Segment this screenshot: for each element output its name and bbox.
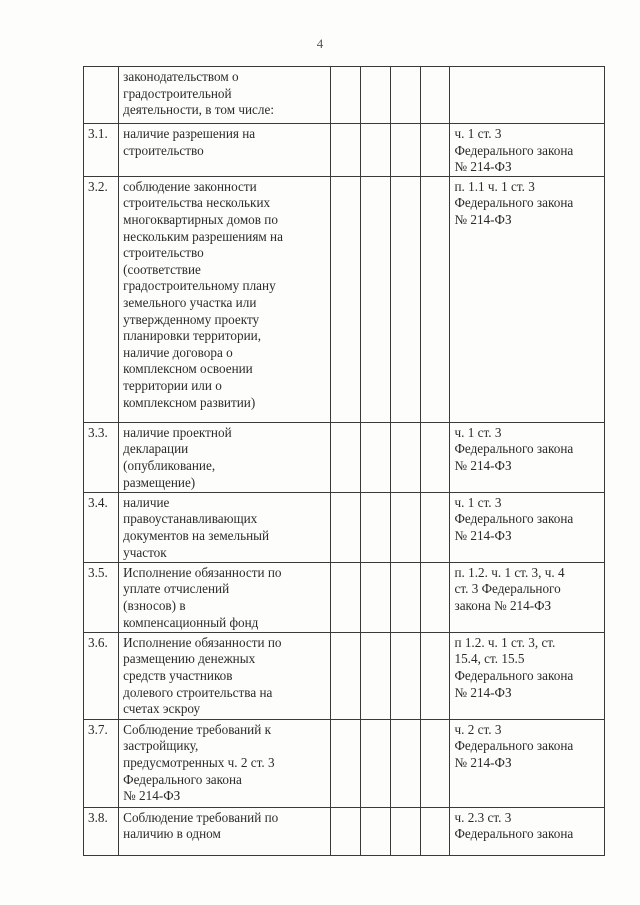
- legal-reference: п. 1.2. ч. 1 ст. 3, ч. 4 ст. 3 Федерального закона № 214-ФЗ: [450, 562, 605, 632]
- legal-reference: ч. 1 ст. 3 Федерального закона № 214-ФЗ: [450, 422, 605, 492]
- row-number: 3.7.: [84, 719, 119, 807]
- empty-cell: [331, 719, 361, 807]
- empty-cell: [420, 176, 450, 422]
- legal-reference: ч. 2.3 ст. 3 Федерального закона: [450, 807, 605, 855]
- legal-reference: п. 1.1 ч. 1 ст. 3 Федерального закона № 214-ФЗ: [450, 176, 605, 422]
- row-number: [84, 67, 119, 124]
- empty-cell: [331, 67, 361, 124]
- table-row: [84, 807, 605, 855]
- empty-cell: [390, 719, 420, 807]
- empty-cell: [331, 492, 361, 562]
- table-row: [84, 124, 605, 177]
- requirement-text: Соблюдение требований к застройщику, предусмотренных ч. 2 ст. 3 Федерального закона № 214-ФЗ: [119, 719, 331, 807]
- legal-reference: п 1.2. ч. 1 ст. 3, ст. 15.4, ст. 15.5 Федерального закона № 214-ФЗ: [450, 632, 605, 719]
- empty-cell: [420, 719, 450, 807]
- row-number: 3.6.: [84, 632, 119, 719]
- requirement-text: наличие правоустанавливающих документов на земельный участок: [119, 492, 331, 562]
- empty-cell: [361, 807, 391, 855]
- table-row: [84, 632, 605, 719]
- legal-reference: [450, 67, 605, 124]
- empty-cell: [331, 176, 361, 422]
- empty-cell: [331, 124, 361, 177]
- page-number: 4: [316, 36, 324, 51]
- table-row: [84, 562, 605, 632]
- empty-cell: [390, 124, 420, 177]
- empty-cell: [361, 562, 391, 632]
- empty-cell: [361, 176, 391, 422]
- empty-cell: [420, 67, 450, 124]
- requirement-text: Соблюдение требований по наличию в одном: [119, 807, 331, 855]
- row-number: 3.8.: [84, 807, 119, 855]
- requirement-text: Исполнение обязанности по размещению денежных средств участников долевого строительства на счетах эскроу: [119, 632, 331, 719]
- empty-cell: [390, 176, 420, 422]
- empty-cell: [420, 492, 450, 562]
- requirement-text: наличие разрешения на строительство: [119, 124, 331, 177]
- table-row: [84, 719, 605, 807]
- empty-cell: [331, 562, 361, 632]
- empty-cell: [390, 562, 420, 632]
- empty-cell: [390, 67, 420, 124]
- empty-cell: [420, 422, 450, 492]
- table-row: [84, 492, 605, 562]
- empty-cell: [420, 807, 450, 855]
- empty-cell: [361, 632, 391, 719]
- table-row: [84, 422, 605, 492]
- empty-cell: [361, 422, 391, 492]
- row-number: 3.2.: [84, 176, 119, 422]
- requirement-text: наличие проектной декларации (опубликование, размещение): [119, 422, 331, 492]
- empty-cell: [361, 124, 391, 177]
- empty-cell: [390, 492, 420, 562]
- empty-cell: [390, 632, 420, 719]
- table-row: [84, 67, 605, 124]
- row-number: 3.3.: [84, 422, 119, 492]
- empty-cell: [361, 67, 391, 124]
- empty-cell: [390, 422, 420, 492]
- legal-reference: ч. 1 ст. 3 Федерального закона № 214-ФЗ: [450, 124, 605, 177]
- empty-cell: [331, 422, 361, 492]
- empty-cell: [420, 124, 450, 177]
- checklist-table: [83, 66, 605, 856]
- empty-cell: [331, 632, 361, 719]
- requirement-text: законодательством о градостроительной деятельности, в том числе:: [119, 67, 331, 124]
- legal-reference: ч. 1 ст. 3 Федерального закона № 214-ФЗ: [450, 492, 605, 562]
- table-row: [84, 176, 605, 422]
- empty-cell: [420, 562, 450, 632]
- empty-cell: [361, 719, 391, 807]
- legal-reference: ч. 2 ст. 3 Федерального закона № 214-ФЗ: [450, 719, 605, 807]
- requirement-text: соблюдение законности строительства нескольких многоквартирных домов по нескольким разрешениям на строительство (соответствие градостроительному плану земельного участка или утвержденному проекту планировки территории, наличие договора о комплексном освоении территории или о комплексном развитии): [119, 176, 331, 422]
- empty-cell: [361, 492, 391, 562]
- row-number: 3.4.: [84, 492, 119, 562]
- row-number: 3.1.: [84, 124, 119, 177]
- empty-cell: [390, 807, 420, 855]
- row-number: 3.5.: [84, 562, 119, 632]
- empty-cell: [331, 807, 361, 855]
- empty-cell: [420, 632, 450, 719]
- requirement-text: Исполнение обязанности по уплате отчислений (взносов) в компенсационный фонд: [119, 562, 331, 632]
